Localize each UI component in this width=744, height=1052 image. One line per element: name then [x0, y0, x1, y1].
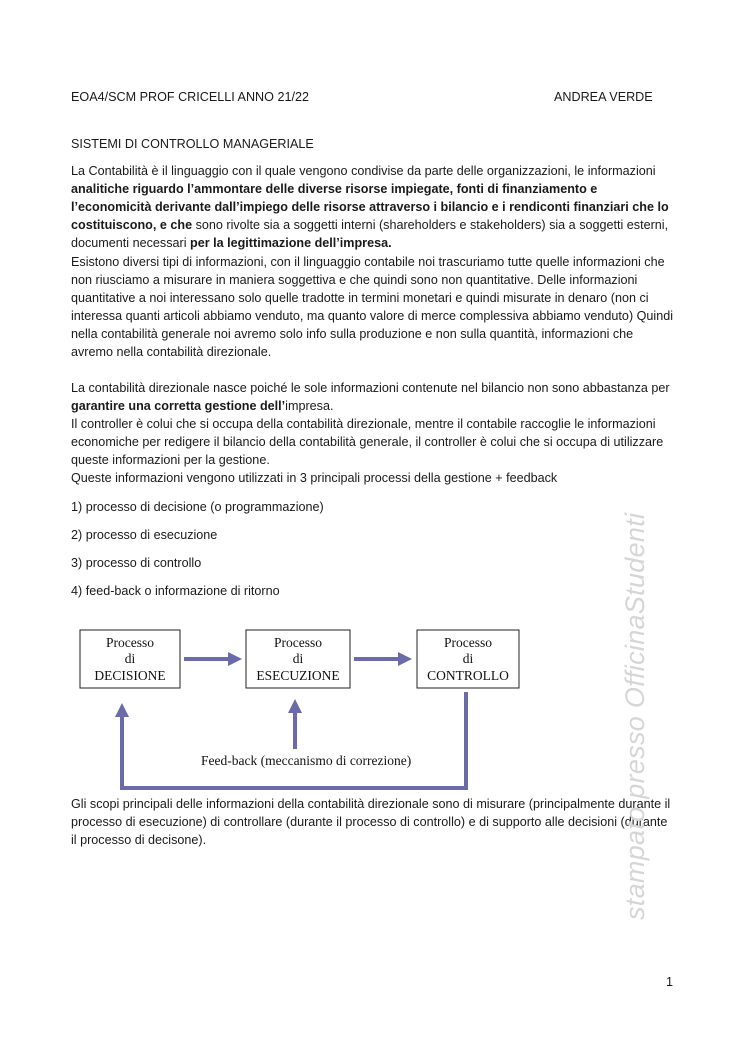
header-course: EOA4/SCM PROF CRICELLI ANNO 21/22 — [71, 90, 309, 104]
box-label: Processo — [274, 635, 322, 650]
list-item: 2) processo di esecuzione — [71, 528, 218, 542]
feedback-arrow-to-esecuzione — [288, 699, 302, 749]
paragraph-bold-text: garantire una corretta gestione dell’ — [71, 399, 286, 413]
box-label: Processo — [106, 635, 154, 650]
paragraph-text: sono rivolte sia a soggetti interni (shareholders e stakeholders) sia a soggetti esterni, documenti necessari — [71, 218, 669, 250]
box-decisione — [80, 630, 180, 688]
section-title: SISTEMI DI CONTROLLO MANAGERIALE — [71, 137, 314, 151]
paragraph-bold-text: analitiche riguardo l’ammontare delle diverse risorse impiegate, fonti di finanziamento e l’economicità derivante dall’impiego delle risorse attraverso i bilancio e i rendiconti finanziari che lo costituiscono, e che — [71, 182, 669, 232]
paragraph-bold-text: per la legittimazione dell’impresa. — [190, 236, 392, 250]
box-label: di — [124, 651, 136, 666]
page-number: 1 — [666, 975, 674, 989]
feedback-label: Feed-back (meccanismo di correzione) — [201, 753, 412, 768]
box-label: DECISIONE — [94, 668, 166, 683]
paragraph-informazioni: Esistono diversi tipi di informazioni, con il linguaggio contabile noi trascuriamo tutte quelle informazioni che non riusciamo a misurare in maniera soggettiva e che quindi sono non quantitative. Delle informazioni quantitative a noi interessano solo quelle tradotte in termini monetari e quindi misurate in denaro (non ci interessa quanti articoli abbiamo venduto, ma quanto valore di merce complessiva abbiamo venduto) Quindi nella contabilità generale noi avremo solo info sulla produzione e non sulla quantità, informazioni che avremo nella contabilità direzionale. — [71, 255, 674, 359]
arrow-esecuzione-controllo — [354, 652, 412, 666]
box-label: di — [292, 651, 304, 666]
box-controllo — [417, 630, 519, 688]
list-item: 1) processo di decisione (o programmazione) — [71, 500, 324, 514]
box-label: di — [462, 651, 474, 666]
feedback-loop-arrow — [115, 692, 466, 788]
paragraph-contabilita-direzionale — [71, 379, 675, 415]
paragraph-text: La Contabilità è il linguaggio con il quale vengono condivise da parte delle organizzazioni, le informazioni — [71, 164, 656, 178]
box-label: Processo — [444, 635, 492, 650]
box-label: ESECUZIONE — [256, 668, 340, 683]
box-label: CONTROLLO — [427, 668, 509, 683]
paragraph-scopi: Gli scopi principali delle informazioni della contabilità direzionale sono di misurare (principalmente durante il processo di esecuzione) di controllare (durante il processo di controllo) e di supporto alle decisioni (durante il processo di decisone). — [71, 797, 671, 847]
list-item: 4) feed-back o informazione di ritorno — [71, 584, 280, 598]
paragraph-text: impresa. — [285, 399, 334, 413]
watermark: stampato presso OfficinaStudenti — [620, 512, 650, 920]
list-item: 3) processo di controllo — [71, 556, 202, 570]
box-esecuzione — [246, 630, 350, 688]
arrow-decisione-esecuzione — [184, 652, 242, 666]
paragraph-contabilita — [71, 162, 675, 252]
process-diagram — [60, 618, 540, 798]
paragraph-controller: Il controller è colui che si occupa della contabilità direzionale, mentre il contabile raccoglie le informazioni economiche per redigere il bilancio della contabilità generale, il controller è colui che si occupa di utilizzare queste informazioni per la gestione. — [71, 417, 664, 467]
paragraph-processi: Queste informazioni vengono utilizzati in 3 principali processi della gestione + feedback — [71, 471, 558, 485]
header-author: ANDREA VERDE — [554, 90, 653, 104]
paragraph-text: La contabilità direzionale nasce poiché le sole informazioni contenute nel bilancio non sono abbastanza per — [71, 381, 670, 395]
